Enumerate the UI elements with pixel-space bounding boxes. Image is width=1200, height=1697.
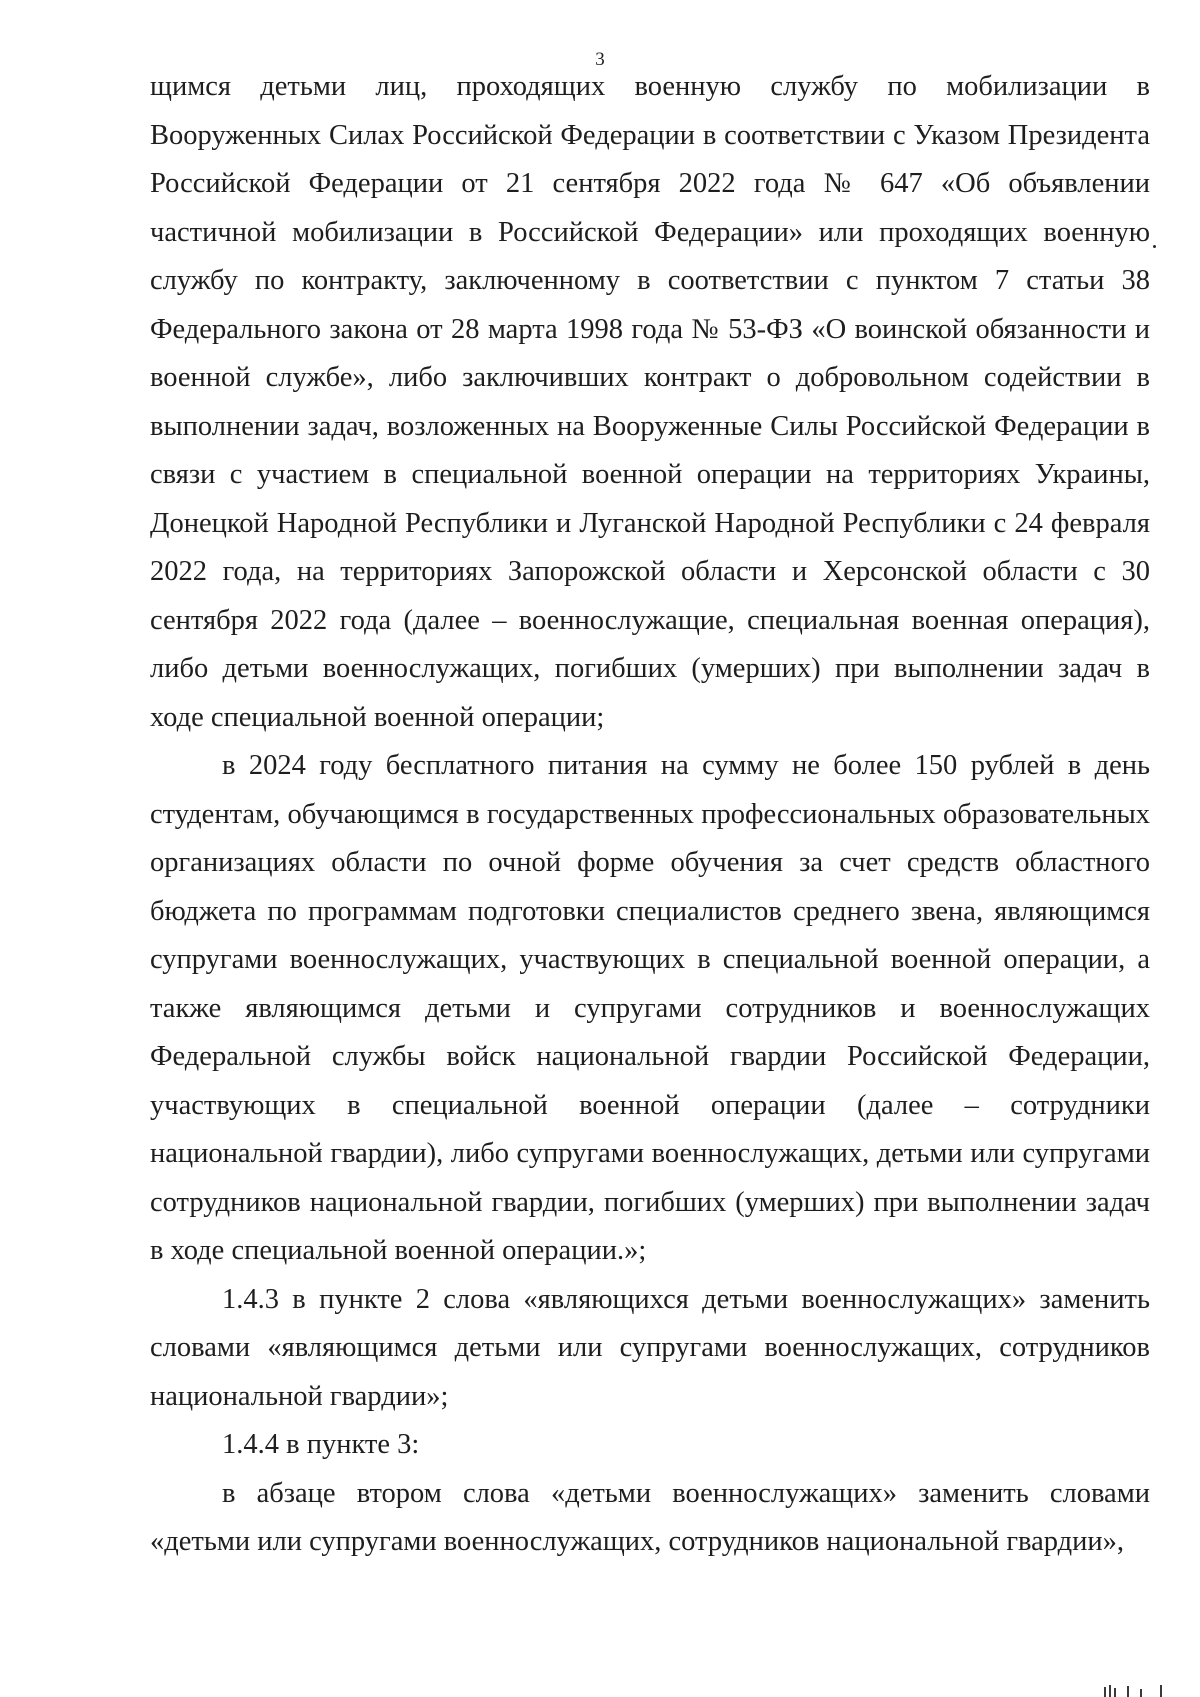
paragraph-free-meals-2024: в 2024 году бесплатного питания на сумму не более 150 рублей в день студентам, обучающимся в государственных профессиональных образовательных организациях области по очной форме обучения за счет средств областного бюджета по программам подготовки специалистов среднего звена, являющимся супругами военнослужащих, участвующих в специальной военной операции, а также являющимся детьми и супругами сотрудников и военнослужащих Федеральной службы войск национальной гвардии Российской Федерации, участвующих в специальной военной операции (далее – сотрудники национальной гвардии), либо супругами военнослужащих, детьми или супругами сотрудников национальной гвардии, погибших (умерших) при выполнении задач в ходе специальной военной операции.»; xyxy=(150,750,1150,1266)
paragraph-second-abzats: в абзаце втором слова «детьми военнослужащих» заменить словами «детьми или супругами военнослужащих, сотрудников национальной гвардии», xyxy=(150,1477,1150,1557)
paragraph-continuation: щимся детьми лиц, проходящих военную службу по мобилизации в Вооруженных Силах Российской Федерации в соответствии с Указом Президента Российской Федерации от 21 сентября 2022 года № 647 «Об объявлении частичной мобилизации в Российской Федерации» или проходящих военную службу по контракту, заключенному в соответствии с пунктом 7 статьи 38 Федерального закона от 28 марта 1998 года № 53-ФЗ «О воинской обязанности и военной службе», либо заключивших контракт о добровольном содействии в выполнении задач, возложенных на Вооруженные Силы Российской Федерации в связи с участием в специальной военной операции на территориях Украины, Донецкой Народной Республики и Луганской Народной Республики с 24 февраля 2022 года, на территориях Запорожской области и Херсонской области с 30 сентября 2022 года (далее – военнослужащие, специальная военная операция), либо детьми военнослужащих, погибших (умерших) при выполнении задач в ходе специальной военной операции; xyxy=(150,71,1150,733)
paragraph-item-1-4-3: 1.4.3 в пункте 2 слова «являющихся детьми военнослужащих» заменить словами «являющимся детьми или супругами военнослужащих, сотрудников национальной гвардии»; xyxy=(150,1283,1150,1412)
page-number: 3 xyxy=(595,49,605,70)
paragraph-item-1-4-4: 1.4.4 в пункте 3: xyxy=(222,1429,420,1460)
document-body xyxy=(150,63,1150,1567)
scan-artifact-dot xyxy=(1153,245,1156,248)
scan-artifact-corner xyxy=(1100,1683,1170,1697)
